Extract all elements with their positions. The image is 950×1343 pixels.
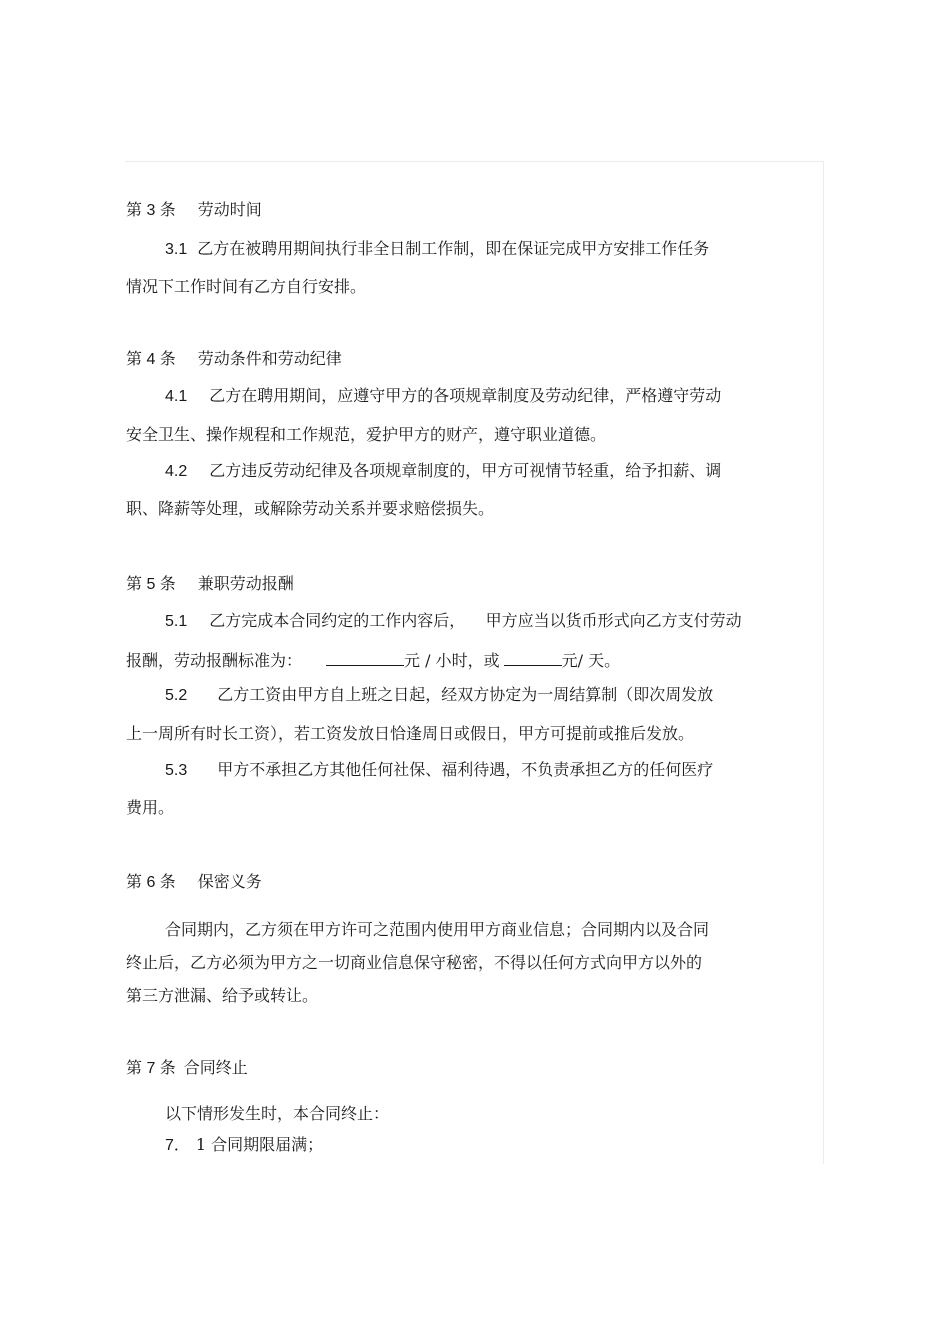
clause-text: 乙方工资由甲方自上班之日起，经双方协定为一周结算制（即次周发放: [217, 685, 714, 704]
clause-number: 5.1: [165, 613, 188, 630]
article-6-paragraph-line-1: 合同期内，乙方须在甲方许可之范围内使用甲方商业信息；合同期内以及合同: [165, 920, 710, 939]
page-frame-top: [125, 161, 824, 162]
article-3-heading: [126, 200, 262, 221]
clause-3-1-line-1: [165, 239, 709, 260]
clause-text: 报酬，劳动报酬标准为：: [126, 651, 303, 670]
article-7-intro: 以下情形发生时，本合同终止：: [165, 1104, 390, 1123]
article-4-heading: [126, 349, 342, 370]
article-title: 劳动条件和劳动纪律: [197, 349, 342, 368]
clause-text: 元 / 小时，或: [404, 651, 500, 670]
article-5-heading: [126, 574, 294, 595]
clause-4-1-line-1: [165, 386, 721, 407]
article-title: 劳动时间: [197, 200, 262, 219]
clause-5-3-line-1: [165, 760, 713, 781]
clause-3-1-line-2: 情况下工作时间有乙方自行安排。: [126, 277, 367, 296]
clause-text: 1 合同期限届满；: [195, 1135, 324, 1154]
page-frame-right: [823, 161, 824, 1164]
article-number: 第 4 条: [126, 351, 176, 368]
clause-text: 乙方完成本合同约定的工作内容后， 甲方应当以货币形式向乙方支付劳动: [209, 611, 742, 630]
clause-4-2-line-2: 职、降薪等处理，或解除劳动关系并要求赔偿损失。: [126, 499, 495, 518]
clause-4-2-line-1: [165, 461, 721, 482]
article-title: 兼职劳动报酬: [197, 574, 294, 593]
clause-5-1-line-1: [165, 611, 742, 632]
article-6-paragraph-line-3: 第三方泄漏、给予或转让。: [126, 986, 319, 1005]
clause-number: 5.2: [165, 687, 188, 704]
article-title: 保密义务: [197, 872, 262, 891]
clause-5-3-line-2: 费用。: [126, 798, 175, 817]
clause-7-1: [165, 1135, 323, 1156]
clause-number: 5.3: [165, 762, 188, 779]
clause-5-2-line-2: 上一周所有时长工资），若工资发放日恰逢周日或假日，甲方可提前或推后发放。: [126, 724, 695, 743]
article-6-paragraph-line-2: 终止后，乙方必须为甲方之一切商业信息保守秘密，不得以任何方式向甲方以外的: [126, 953, 703, 972]
clause-text: 元/ 天。: [561, 651, 621, 670]
article-number: 第 7 条: [126, 1060, 176, 1077]
clause-number: 7．: [165, 1137, 190, 1154]
clause-text: 乙方违反劳动纪律及各项规章制度的，甲方可视情节轻重，给予扣薪、调: [209, 461, 722, 480]
clause-text: 乙方在被聘用期间执行非全日制工作制，即在保证完成甲方安排工作任务: [197, 239, 710, 258]
article-7-heading: [126, 1058, 248, 1079]
article-number: 第 5 条: [126, 576, 176, 593]
clause-number: 4.2: [165, 463, 188, 480]
clause-5-1-line-2: [126, 649, 620, 671]
article-6-heading: [126, 872, 262, 893]
hourly-rate-blank: [326, 649, 404, 666]
article-number: 第 3 条: [126, 202, 176, 219]
clause-4-1-line-2: 安全卫生、操作规程和工作规范，爱护甲方的财产，遵守职业道德。: [126, 425, 607, 444]
clause-text: 乙方在聘用期间，应遵守甲方的各项规章制度及劳动纪律，严格遵守劳动: [209, 386, 722, 405]
clause-number: 4.1: [165, 388, 188, 405]
daily-rate-blank: [504, 649, 562, 666]
clause-5-2-line-1: [165, 685, 713, 706]
clause-number: 3.1: [165, 241, 188, 258]
clause-text: 甲方不承担乙方其他任何社保、福利待遇，不负责承担乙方的任何医疗: [217, 760, 714, 779]
article-title: 合同终止: [183, 1058, 248, 1077]
article-number: 第 6 条: [126, 874, 176, 891]
